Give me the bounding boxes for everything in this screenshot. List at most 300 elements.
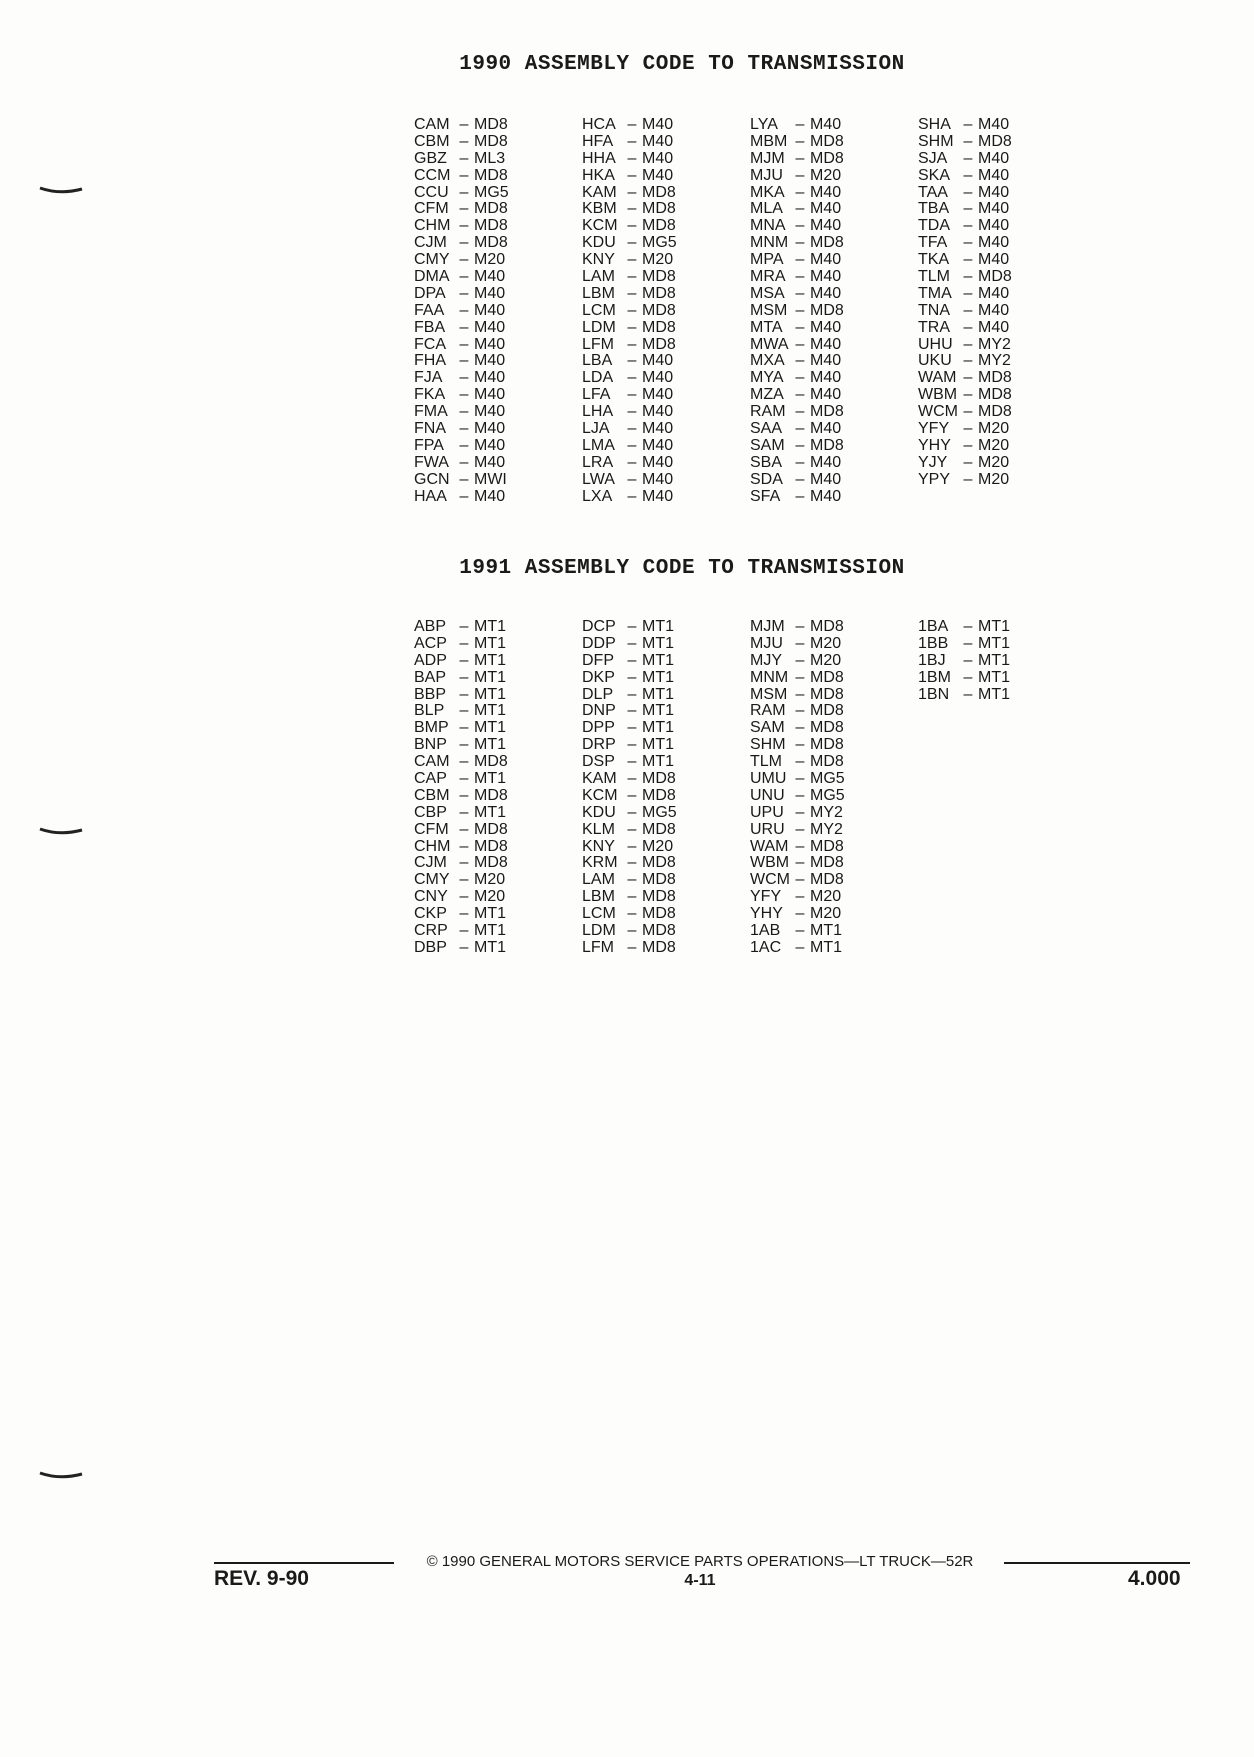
- code-row: [582, 168, 750, 185]
- transmission-code: MT1: [474, 719, 506, 737]
- assembly-code: CMY: [414, 251, 450, 269]
- code-row: [414, 185, 582, 202]
- assembly-code: GBZ: [414, 149, 447, 167]
- code-row: [582, 940, 750, 957]
- code-row: [414, 252, 582, 269]
- code-row: [582, 185, 750, 202]
- assembly-code: 1BN: [918, 685, 950, 703]
- separator-dash: –: [795, 487, 805, 505]
- code-column: [582, 619, 750, 957]
- separator-dash: –: [963, 200, 973, 218]
- assembly-code: MRA: [750, 268, 786, 286]
- assembly-code: LBA: [582, 352, 613, 370]
- transmission-code: MD8: [810, 871, 844, 889]
- assembly-code: LDM: [582, 318, 616, 336]
- transmission-code: M40: [474, 487, 506, 505]
- separator-dash: –: [627, 837, 637, 855]
- code-row: [582, 889, 750, 906]
- code-row: [414, 754, 582, 771]
- transmission-code: MD8: [810, 837, 844, 855]
- code-row: [582, 788, 750, 805]
- separator-dash: –: [627, 284, 637, 302]
- code-row: [414, 703, 582, 720]
- transmission-code: M40: [810, 268, 842, 286]
- separator-dash: –: [963, 634, 973, 652]
- code-row: [750, 218, 918, 235]
- separator-dash: –: [795, 820, 805, 838]
- transmission-code: MD8: [810, 668, 844, 686]
- code-row: [750, 421, 918, 438]
- code-row: [414, 855, 582, 872]
- code-row: [414, 822, 582, 839]
- transmission-code: MD8: [474, 753, 508, 771]
- transmission-code: M40: [810, 251, 842, 269]
- assembly-code: DBP: [414, 938, 447, 956]
- assembly-code: BLP: [414, 702, 445, 720]
- separator-dash: –: [627, 132, 637, 150]
- transmission-code: M40: [978, 200, 1010, 218]
- assembly-code: WCM: [918, 403, 958, 421]
- transmission-code: MD8: [810, 234, 844, 252]
- transmission-code: M20: [810, 651, 842, 669]
- code-row: [582, 370, 750, 387]
- code-row: [582, 269, 750, 286]
- code-row: [918, 235, 1086, 252]
- code-row: [918, 134, 1086, 151]
- transmission-code: M40: [978, 183, 1010, 201]
- code-row: [918, 404, 1086, 421]
- transmission-code: MD8: [810, 436, 844, 454]
- code-row: [582, 286, 750, 303]
- assembly-code: SHM: [918, 132, 954, 150]
- transmission-code: MD8: [474, 786, 508, 804]
- assembly-code: MWA: [750, 335, 789, 353]
- transmission-code: M40: [810, 183, 842, 201]
- separator-dash: –: [963, 386, 973, 404]
- separator-dash: –: [627, 786, 637, 804]
- assembly-code: LXA: [582, 487, 613, 505]
- code-row: [750, 201, 918, 218]
- code-row: [918, 252, 1086, 269]
- separator-dash: –: [795, 786, 805, 804]
- code-row: [582, 636, 750, 653]
- transmission-code: MT1: [474, 922, 506, 940]
- assembly-code: LDA: [582, 369, 614, 387]
- transmission-code: MT1: [642, 634, 674, 652]
- transmission-code: M40: [474, 453, 506, 471]
- assembly-code: DNP: [582, 702, 616, 720]
- assembly-code: MBM: [750, 132, 788, 150]
- transmission-code: M40: [474, 352, 506, 370]
- code-row: [918, 201, 1086, 218]
- separator-dash: –: [459, 719, 469, 737]
- separator-dash: –: [795, 166, 805, 184]
- separator-dash: –: [459, 217, 469, 235]
- code-row: [750, 472, 918, 489]
- assembly-code: DCP: [582, 618, 616, 635]
- assembly-code: FKA: [414, 386, 446, 404]
- code-row: [918, 218, 1086, 235]
- separator-dash: –: [795, 668, 805, 686]
- assembly-code: CHM: [414, 217, 451, 235]
- code-row: [750, 619, 918, 636]
- code-row: [414, 906, 582, 923]
- transmission-code: MY2: [978, 352, 1011, 370]
- transmission-code: M40: [642, 470, 674, 488]
- assembly-code: WBM: [750, 854, 790, 872]
- code-row: [582, 855, 750, 872]
- separator-dash: –: [795, 736, 805, 754]
- separator-dash: –: [795, 352, 805, 370]
- code-row: [918, 353, 1086, 370]
- code-row: [582, 822, 750, 839]
- assembly-code: MSA: [750, 284, 785, 302]
- code-row: [750, 720, 918, 737]
- transmission-code: MT1: [474, 668, 506, 686]
- assembly-code: UHU: [918, 335, 953, 353]
- separator-dash: –: [627, 318, 637, 336]
- separator-dash: –: [459, 420, 469, 438]
- separator-dash: –: [963, 403, 973, 421]
- separator-dash: –: [459, 685, 469, 703]
- code-row: [750, 855, 918, 872]
- transmission-code: M40: [978, 217, 1010, 235]
- transmission-code: M40: [474, 436, 506, 454]
- assembly-code: MJU: [750, 166, 783, 184]
- separator-dash: –: [963, 369, 973, 387]
- assembly-code: DFP: [582, 651, 614, 669]
- code-row: [414, 117, 582, 134]
- code-table-1991: [414, 619, 1086, 957]
- separator-dash: –: [795, 217, 805, 235]
- transmission-code: M40: [474, 386, 506, 404]
- assembly-code: YFY: [750, 888, 782, 906]
- code-row: [414, 653, 582, 670]
- transmission-code: MD8: [810, 685, 844, 703]
- transmission-code: M40: [642, 436, 674, 454]
- separator-dash: –: [459, 132, 469, 150]
- assembly-code: MKA: [750, 183, 785, 201]
- code-row: [750, 687, 918, 704]
- transmission-code: MD8: [474, 166, 508, 184]
- assembly-code: SDA: [750, 470, 783, 488]
- assembly-code: HFA: [582, 132, 614, 150]
- code-row: [750, 872, 918, 889]
- assembly-code: MNM: [750, 234, 789, 252]
- code-row: [582, 737, 750, 754]
- separator-dash: –: [795, 770, 805, 788]
- transmission-code: MD8: [474, 837, 508, 855]
- separator-dash: –: [459, 251, 469, 269]
- assembly-code: YJY: [918, 453, 948, 471]
- separator-dash: –: [459, 922, 469, 940]
- separator-dash: –: [627, 116, 637, 133]
- separator-dash: –: [627, 854, 637, 872]
- assembly-code: SFA: [750, 487, 781, 505]
- separator-dash: –: [459, 352, 469, 370]
- assembly-code: FHA: [414, 352, 446, 370]
- assembly-code: FMA: [414, 403, 448, 421]
- section-title-1990: 1990 ASSEMBLY CODE TO TRANSMISSION: [459, 53, 905, 76]
- assembly-code: LJA: [582, 420, 610, 438]
- code-row: [750, 754, 918, 771]
- separator-dash: –: [963, 335, 973, 353]
- transmission-code: MD8: [642, 284, 676, 302]
- transmission-code: MD8: [810, 854, 844, 872]
- code-row: [918, 151, 1086, 168]
- separator-dash: –: [795, 651, 805, 669]
- separator-dash: –: [459, 200, 469, 218]
- assembly-code: MXA: [750, 352, 785, 370]
- transmission-code: ML3: [474, 149, 506, 167]
- code-row: [582, 387, 750, 404]
- assembly-code: KDU: [582, 234, 616, 252]
- code-row: [414, 421, 582, 438]
- code-row: [918, 670, 1086, 687]
- separator-dash: –: [963, 132, 973, 150]
- separator-dash: –: [795, 335, 805, 353]
- code-row: [750, 438, 918, 455]
- transmission-code: MD8: [474, 200, 508, 218]
- assembly-code: TAA: [918, 183, 948, 201]
- code-row: [750, 168, 918, 185]
- transmission-code: MD8: [642, 905, 676, 923]
- assembly-code: MPA: [750, 251, 784, 269]
- code-row: [582, 252, 750, 269]
- transmission-code: MT1: [978, 685, 1010, 703]
- code-row: [582, 906, 750, 923]
- transmission-code: MT1: [474, 905, 506, 923]
- separator-dash: –: [795, 284, 805, 302]
- code-row: [918, 619, 1086, 636]
- assembly-code: 1AB: [750, 922, 781, 940]
- assembly-code: KCM: [582, 786, 618, 804]
- code-row: [414, 670, 582, 687]
- transmission-code: MT1: [642, 618, 674, 635]
- assembly-code: SJA: [918, 149, 948, 167]
- separator-dash: –: [627, 251, 637, 269]
- code-row: [414, 788, 582, 805]
- code-row: [918, 687, 1086, 704]
- code-row: [582, 619, 750, 636]
- assembly-code: SAA: [750, 420, 783, 438]
- separator-dash: –: [963, 352, 973, 370]
- code-row: [750, 269, 918, 286]
- code-row: [582, 201, 750, 218]
- transmission-code: M20: [474, 871, 506, 889]
- code-column: [582, 117, 750, 505]
- separator-dash: –: [963, 301, 973, 319]
- code-row: [414, 805, 582, 822]
- assembly-code: MTA: [750, 318, 783, 336]
- separator-dash: –: [795, 685, 805, 703]
- separator-dash: –: [459, 183, 469, 201]
- footer-section-number: 4.000: [1128, 1567, 1181, 1590]
- separator-dash: –: [627, 938, 637, 956]
- assembly-code: MYA: [750, 369, 784, 387]
- code-row: [582, 653, 750, 670]
- transmission-code: M40: [978, 234, 1010, 252]
- assembly-code: MJY: [750, 651, 782, 669]
- transmission-code: MG5: [810, 786, 845, 804]
- code-row: [414, 687, 582, 704]
- code-row: [582, 923, 750, 940]
- separator-dash: –: [459, 651, 469, 669]
- code-row: [750, 940, 918, 957]
- code-row: [750, 320, 918, 337]
- assembly-code: KBM: [582, 200, 617, 218]
- assembly-code: SAM: [750, 436, 785, 454]
- separator-dash: –: [795, 369, 805, 387]
- separator-dash: –: [459, 487, 469, 505]
- code-row: [750, 151, 918, 168]
- separator-dash: –: [627, 803, 637, 821]
- assembly-code: CFM: [414, 820, 449, 838]
- transmission-code: M40: [978, 116, 1010, 133]
- assembly-code: UPU: [750, 803, 784, 821]
- code-row: [750, 303, 918, 320]
- code-row: [750, 805, 918, 822]
- assembly-code: YHY: [750, 905, 783, 923]
- code-row: [582, 353, 750, 370]
- separator-dash: –: [795, 318, 805, 336]
- code-row: [918, 653, 1086, 670]
- separator-dash: –: [459, 668, 469, 686]
- transmission-code: M40: [978, 318, 1010, 336]
- assembly-code: FAA: [414, 301, 445, 319]
- code-row: [582, 687, 750, 704]
- assembly-code: TLM: [918, 268, 950, 286]
- assembly-code: DDP: [582, 634, 616, 652]
- footer-page-number: 4-11: [684, 1572, 716, 1589]
- code-row: [582, 404, 750, 421]
- code-row: [918, 636, 1086, 653]
- assembly-code: TLM: [750, 753, 782, 771]
- code-row: [582, 670, 750, 687]
- transmission-code: M40: [810, 284, 842, 302]
- assembly-code: LDM: [582, 922, 616, 940]
- transmission-code: MT1: [978, 668, 1010, 686]
- assembly-code: HCA: [582, 116, 616, 133]
- code-row: [414, 771, 582, 788]
- assembly-code: LFM: [582, 335, 614, 353]
- separator-dash: –: [627, 386, 637, 404]
- assembly-code: CNY: [414, 888, 448, 906]
- code-row: [750, 636, 918, 653]
- code-row: [582, 472, 750, 489]
- assembly-code: KAM: [582, 183, 617, 201]
- transmission-code: M40: [642, 149, 674, 167]
- code-row: [582, 720, 750, 737]
- transmission-code: M40: [978, 301, 1010, 319]
- separator-dash: –: [459, 369, 469, 387]
- section-title-1991: 1991 ASSEMBLY CODE TO TRANSMISSION: [459, 557, 905, 580]
- code-row: [414, 923, 582, 940]
- assembly-code: MLA: [750, 200, 783, 218]
- separator-dash: –: [795, 905, 805, 923]
- assembly-code: ABP: [414, 618, 447, 635]
- transmission-code: M40: [642, 116, 674, 133]
- transmission-code: MT1: [642, 685, 674, 703]
- transmission-code: MD8: [642, 183, 676, 201]
- assembly-code: LRA: [582, 453, 614, 471]
- footer-rule-left: [214, 1562, 394, 1564]
- assembly-code: CBP: [414, 803, 447, 821]
- assembly-code: TKA: [918, 251, 950, 269]
- separator-dash: –: [795, 618, 805, 635]
- assembly-code: BNP: [414, 736, 447, 754]
- assembly-code: SBA: [750, 453, 783, 471]
- transmission-code: MY2: [978, 335, 1011, 353]
- transmission-code: M40: [642, 420, 674, 438]
- separator-dash: –: [459, 618, 469, 635]
- separator-dash: –: [627, 335, 637, 353]
- transmission-code: M40: [474, 369, 506, 387]
- code-column: [414, 117, 582, 505]
- code-row: [750, 252, 918, 269]
- transmission-code: MT1: [642, 651, 674, 669]
- assembly-code: CHM: [414, 837, 451, 855]
- code-row: [582, 421, 750, 438]
- separator-dash: –: [627, 420, 637, 438]
- assembly-code: SHM: [750, 736, 786, 754]
- code-row: [918, 438, 1086, 455]
- assembly-code: LFM: [582, 938, 614, 956]
- code-row: [414, 235, 582, 252]
- code-column: [750, 619, 918, 957]
- separator-dash: –: [795, 871, 805, 889]
- assembly-code: FWA: [414, 453, 449, 471]
- code-row: [582, 337, 750, 354]
- code-row: [414, 872, 582, 889]
- binder-hole-mark: [38, 827, 84, 835]
- separator-dash: –: [459, 888, 469, 906]
- code-row: [414, 353, 582, 370]
- assembly-code: MNM: [750, 668, 789, 686]
- transmission-code: MT1: [642, 719, 674, 737]
- code-row: [582, 235, 750, 252]
- transmission-code: M40: [810, 200, 842, 218]
- separator-dash: –: [627, 753, 637, 771]
- binder-hole-mark: [38, 186, 84, 194]
- separator-dash: –: [459, 837, 469, 855]
- transmission-code: MD8: [810, 719, 844, 737]
- code-row: [582, 805, 750, 822]
- footer-copyright: © 1990 GENERAL MOTORS SERVICE PARTS OPERATIONS—LT TRUCK—52R: [426, 1553, 974, 1570]
- code-row: [414, 337, 582, 354]
- code-row: [750, 404, 918, 421]
- separator-dash: –: [963, 453, 973, 471]
- transmission-code: M40: [642, 352, 674, 370]
- transmission-code: MG5: [474, 183, 509, 201]
- assembly-code: UKU: [918, 352, 952, 370]
- transmission-code: M20: [810, 905, 842, 923]
- code-table-1990: [414, 117, 1086, 505]
- code-row: [582, 151, 750, 168]
- separator-dash: –: [459, 938, 469, 956]
- assembly-code: 1AC: [750, 938, 782, 956]
- separator-dash: –: [963, 234, 973, 252]
- assembly-code: DSP: [582, 753, 615, 771]
- code-row: [750, 771, 918, 788]
- assembly-code: CRP: [414, 922, 448, 940]
- separator-dash: –: [795, 453, 805, 471]
- separator-dash: –: [795, 436, 805, 454]
- transmission-code: M40: [810, 369, 842, 387]
- transmission-code: M40: [978, 166, 1010, 184]
- transmission-code: M20: [642, 837, 674, 855]
- code-row: [414, 151, 582, 168]
